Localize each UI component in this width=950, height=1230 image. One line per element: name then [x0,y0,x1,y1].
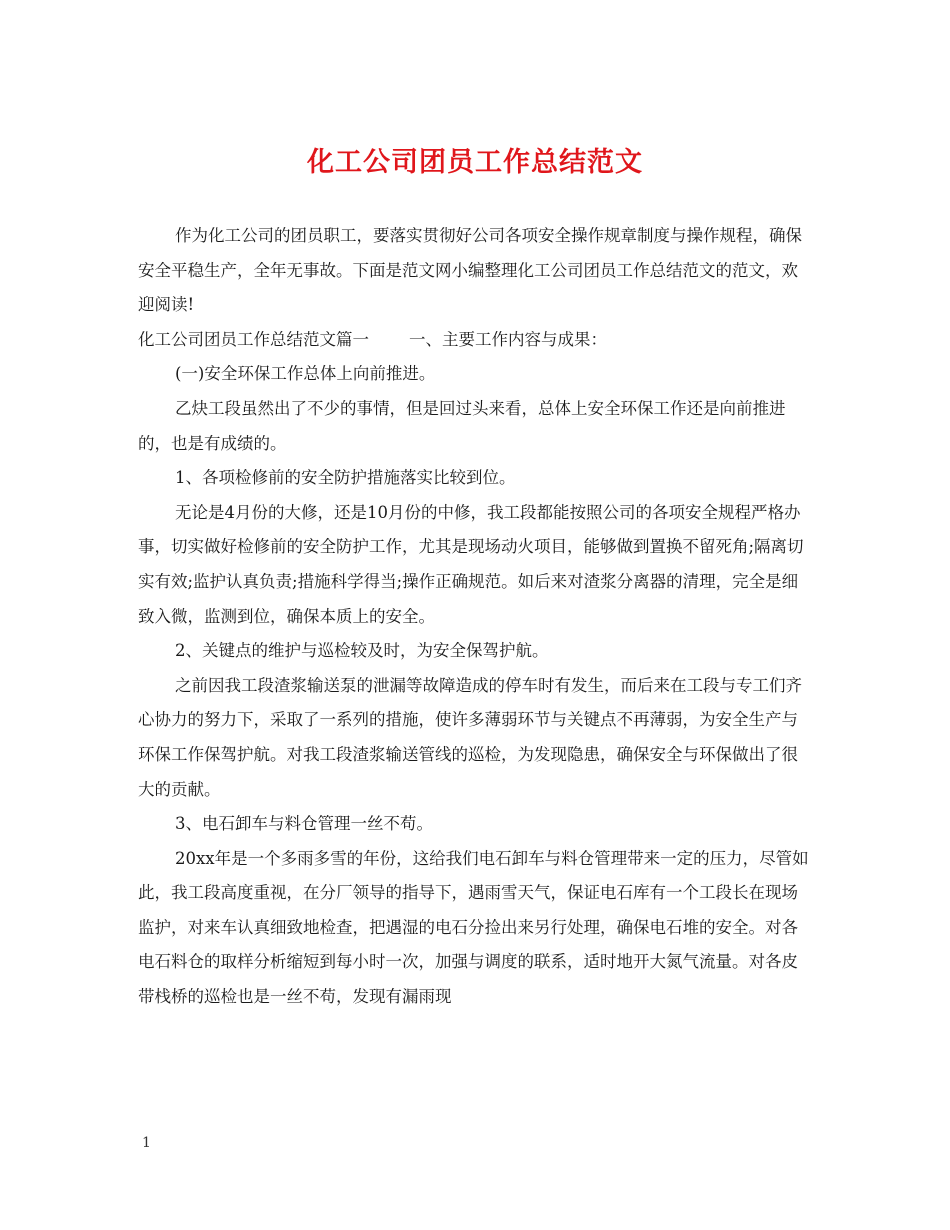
section-heading-subtitle: 一、主要工作内容与成果： [409,329,607,349]
paragraph: 乙炔工段虽然出了不少的事情，但是回过头来看，总体上安全环保工作还是向前推进的，也是有成绩的。 [138,398,786,453]
document-body [138,219,814,1015]
intro-paragraph: 作为化工公司的团员职工，要落实贯彻好公司各项安全操作规章制度与操作规程，确保安全平稳生产，全年无事故。下面是范文网小编整理化工公司团员工作总结范文的范文，欢迎阅读! [138,226,802,315]
paragraph: 20xx年是一个多雨多雪的年份，这给我们电石卸车与料仓管理带来一定的压力，尽管如此，我工段高度重视，在分厂领导的指导下，遇雨雪天气，保证电石库有一个工段长在现场监护，对来车认真细致地检查，把遇湿的电石分捡出来另行处理，确保电石堆的安全。对各电石料仓的取样分析缩短到每小时一次，加强与调度的联系，适时地开大氮气流量。对各皮带栈桥的巡检也是一丝不苟，发现有漏雨现 [138,848,809,1007]
page-number: 1 [142,1135,151,1151]
paragraph: 3、电石卸车与料仓管理一丝不苟。 [175,814,433,834]
paragraph: (一)安全环保工作总体上向前推进。 [175,364,436,384]
document-title: 化工公司团员工作总结范文 [307,147,643,178]
paragraph: 无论是4月份的大修，还是10月份的中修，我工段都能按照公司的各项安全规程严格办事，切实做好检修前的安全防护工作，尤其是现场动火项目，能够做到置换不留死角;隔离切实有效;监护认真负责;措施科学得当;操作正确规范。如后来对渣浆分离器的清理，完全是细致入微，监测到位，确保本质上的安全。 [138,502,804,626]
section-heading [138,323,814,358]
paragraph: 之前因我工段渣浆输送泵的泄漏等故障造成的停车时有发生，而后来在工段与专工们齐心协力的努力下，采取了一系列的措施，使许多薄弱环节与关键点不再薄弱，为安全生产与环保工作保驾护航。对我工段渣浆输送管线的巡检，为发现隐患，确保安全与环保做出了很大的贡献。 [138,675,802,799]
section-heading-title: 化工公司团员工作总结范文篇一 [138,329,369,349]
paragraph: 1、各项检修前的安全防护措施落实比较到位。 [175,468,516,488]
paragraph: 2、关键点的维护与巡检较及时，为安全保驾护航。 [175,641,549,661]
